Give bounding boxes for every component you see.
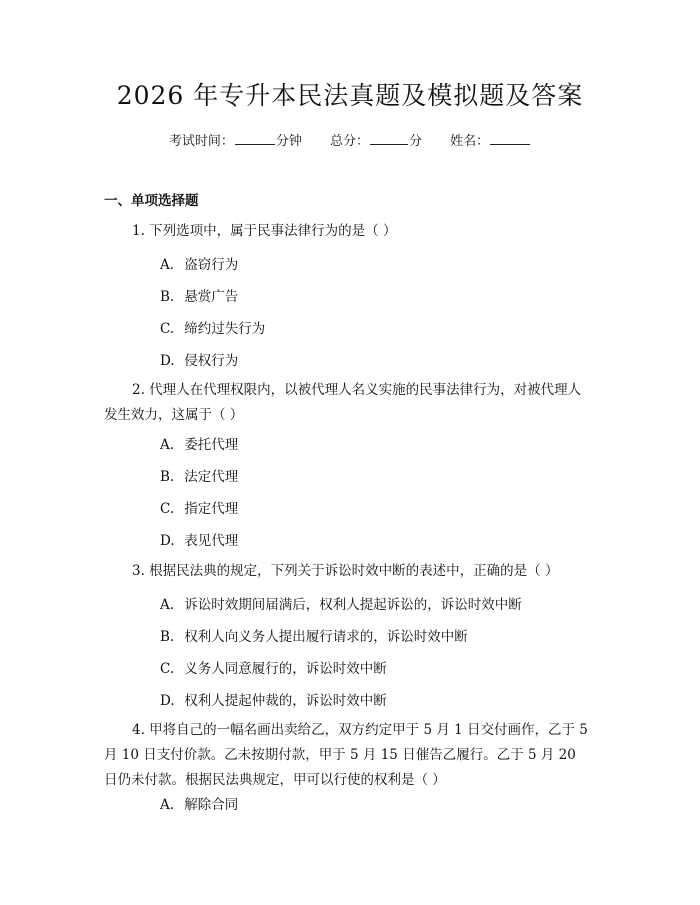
option-letter: B.: [160, 629, 175, 645]
question-3: 3. 根据民法典的规定，下列关于诉讼时效中断的表述中，正确的是（ ）: [132, 563, 559, 579]
section-heading: 一、单项选择题: [104, 193, 199, 209]
total-score-unit: 分: [409, 134, 423, 149]
question-2-option-c: [160, 500, 238, 518]
document-title: 2026 年专升本民法真题及模拟题及答案: [116, 81, 584, 110]
option-letter: A.: [160, 437, 175, 453]
question-3-option-b: [160, 628, 468, 646]
option-letter: C.: [160, 501, 175, 517]
exam-time-field: [169, 132, 302, 151]
question-3-option-c: [160, 660, 387, 678]
student-name-blank: [490, 132, 530, 145]
option-text: 悬赏广告: [184, 289, 239, 305]
student-name-field: [450, 132, 531, 151]
option-letter: D.: [160, 693, 175, 709]
question-1: 1. 下列选项中，属于民事法律行为的是（ ）: [132, 223, 397, 239]
question-2-option-b: [160, 468, 238, 486]
option-text: 盗窃行为: [184, 257, 239, 273]
option-letter: D.: [160, 533, 175, 549]
option-text: 委托代理: [184, 437, 239, 453]
total-score-label: 总分：: [329, 134, 369, 149]
option-text: 诉讼时效期间届满后，权利人提起诉讼的，诉讼时效中断: [184, 597, 522, 613]
exam-time-unit: 分钟: [275, 134, 302, 149]
option-text: 权利人提起仲裁的，诉讼时效中断: [184, 693, 387, 709]
question-2-option-a: [160, 436, 238, 454]
option-letter: A.: [160, 797, 175, 813]
option-letter: B.: [160, 469, 175, 485]
option-letter: C.: [160, 321, 175, 337]
student-name-label: 姓名：: [450, 134, 490, 149]
option-text: 权利人向义务人提出履行请求的，诉讼时效中断: [184, 629, 468, 645]
question-4-option-a: [160, 796, 238, 814]
option-letter: C.: [160, 661, 175, 677]
total-score-field: [330, 132, 422, 151]
question-1-option-a: [160, 256, 238, 274]
option-text: 指定代理: [184, 501, 239, 517]
option-letter: A.: [160, 257, 175, 273]
question-4: 4. 甲将自己的一幅名画出卖给乙，双方约定甲于 5 月 1 日交付画作，乙于 5 月 10 日支付价款。乙未按期付款，甲于 5 月 15 日催告乙履行。乙于 5 月 20 日仍未付款。根据民法典规定，甲可以行使的权利是（ ）: [104, 722, 588, 788]
question-3-option-a: [160, 596, 522, 614]
question-1-option-b: [160, 288, 238, 306]
total-score-blank: [370, 132, 408, 145]
option-text: 缔约过失行为: [184, 321, 266, 337]
option-text: 表见代理: [184, 533, 239, 549]
option-text: 法定代理: [184, 469, 239, 485]
option-letter: D.: [160, 353, 175, 369]
question-2-option-d: [160, 532, 238, 550]
option-text: 义务人同意履行的，诉讼时效中断: [184, 661, 387, 677]
option-letter: A.: [160, 597, 175, 613]
question-3-option-d: [160, 692, 387, 710]
exam-time-label: 考试时间：: [168, 134, 234, 149]
question-1-option-d: [160, 352, 238, 370]
question-1-option-c: [160, 320, 265, 338]
option-letter: B.: [160, 289, 175, 305]
exam-info-line: [0, 132, 700, 151]
option-text: 侵权行为: [184, 353, 239, 369]
question-2: 2. 代理人在代理权限内，以被代理人名义实施的民事法律行为，对被代理人发生效力，这属于（ ）: [104, 382, 582, 423]
option-text: 解除合同: [184, 797, 239, 813]
exam-time-blank: [235, 132, 275, 145]
